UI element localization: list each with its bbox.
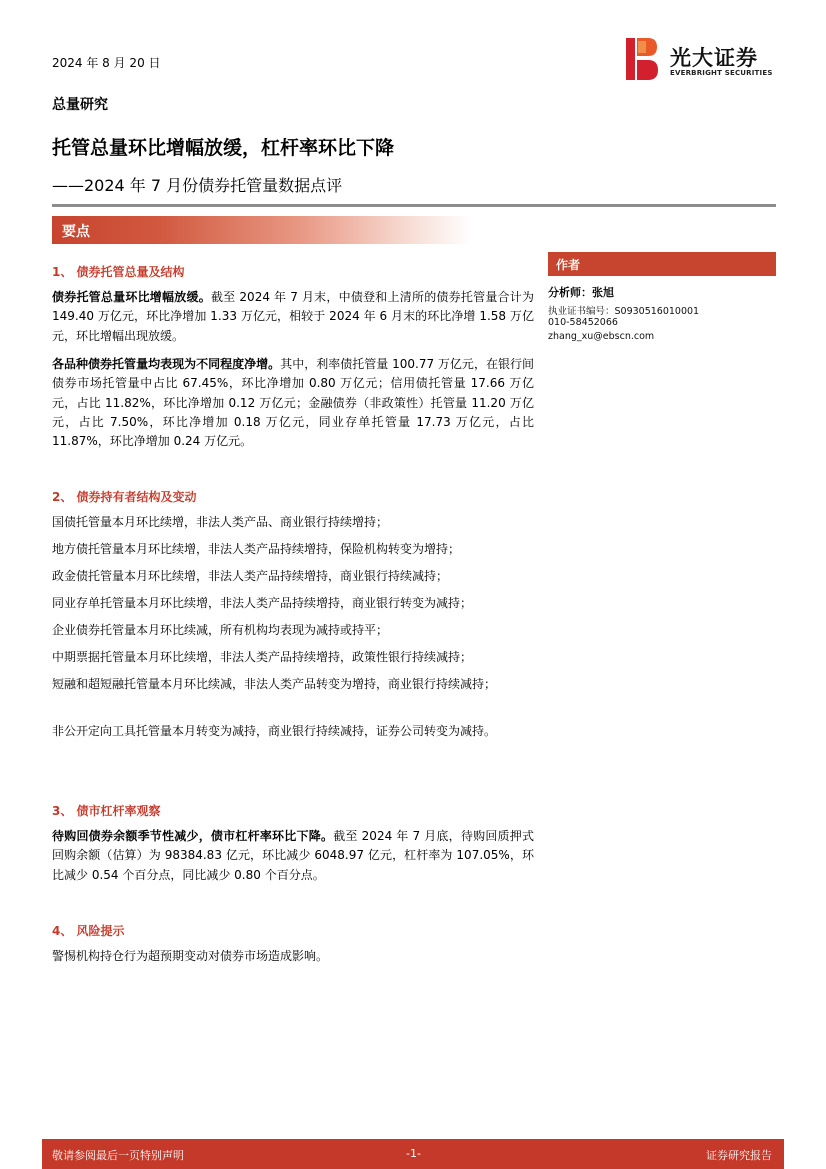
report-subtitle: ——2024 年 7 月份债券托管量数据点评 [52,176,343,195]
holder-change-item: 国债托管量本月环比续增，非法人类产品、商业银行持续增持； [52,515,389,529]
section-3-paragraph-lead: 待购回债券余额季节性减少，债市杠杆率环比下降。 [52,829,334,843]
holder-change-item: 中期票据托管量本月环比续增，非法人类产品持续增持，政策性银行持续减持； [52,650,473,664]
section-1-paragraph-1-lead: 债券托管总量环比增幅放缓。 [52,290,211,304]
section-1-paragraph-2 [52,355,534,451]
page-footer [42,1139,784,1169]
section-3-paragraph [52,827,534,885]
footer-disclaimer: 敬请参阅最后一页特别声明 [52,1149,184,1162]
logo-text-en: EVERBRIGHT SECURITIES [670,69,773,77]
logo-text-cn: 光大证券 [670,46,758,70]
report-category: 总量研究 [52,97,108,113]
holder-change-item: 非公开定向工具托管量本月转变为减持，商业银行持续减持，证券公司转变为减持。 [52,724,497,738]
analyst-license: 执业证书编号：S0930516010001 [548,306,700,317]
author-banner [548,252,776,276]
section-1-heading: 1、 债券托管总量及结构 [52,265,185,279]
keypoints-label: 要点 [62,224,90,240]
analyst-phone: 010-58452066 [548,317,618,328]
header-divider [52,204,776,207]
analyst-name: 分析师：张旭 [548,286,614,299]
section-1-paragraph-1 [52,288,534,346]
everbright-logo [626,38,776,80]
footer-report-type: 证券研究报告 [706,1149,772,1162]
keypoints-banner [52,216,472,244]
report-date: 2024 年 8 月 20 日 [52,56,161,70]
section-4-heading: 4、 风险提示 [52,924,125,938]
section-1-paragraph-1-body: 截至 2024 年 7 月末，中债登和上清所的债券托管量合计为 149.40 万亿元，环比净增加 1.33 万亿元，相较于 2024 年 6 月末的环比净增 1.58 万亿元，环比增幅出现放缓。 [52,290,534,343]
section-3-paragraph-body: 截至 2024 年 7 月底，待购回质押式回购余额（估算）为 98384.83 亿元，环比减少 6048.97 亿元，杠杆率为 107.05%，环比减少 0.54 个百分点，同比减少 0.80 个百分点。 [52,829,534,882]
everbright-logo-mark-icon [626,38,658,80]
holder-change-item: 企业债券托管量本月环比续减，所有机构均表现为减持或持平； [52,623,389,637]
section-1-paragraph-2-lead: 各品种债券托管量均表现为不同程度净增。 [52,357,281,371]
risk-warning-text: 警惕机构持仓行为超预期变动对债券市场造成影响。 [52,949,329,963]
section-2-heading: 2、 债券持有者结构及变动 [52,490,197,504]
holder-change-item: 地方债托管量本月环比续增，非法人类产品持续增持，保险机构转变为增持； [52,542,461,556]
report-title: 托管总量环比增幅放缓，杠杆率环比下降 [52,137,395,159]
author-label: 作者 [556,258,581,272]
page-number: -1- [406,1147,421,1160]
analyst-email: zhang_xu@ebscn.com [548,331,655,342]
section-3-heading: 3、 债市杠杆率观察 [52,804,161,818]
holder-change-item: 政金债托管量本月环比续增，非法人类产品持续增持，商业银行持续减持； [52,569,449,583]
section-1-paragraph-2-body: 其中，利率债托管量 100.77 万亿元，在银行间债券市场托管量中占比 67.45%，环比净增加 0.80 万亿元；信用债托管量 17.66 万亿元，占比 11.82%，环比净增加 0.12 万亿元；金融债券（非政策性）托管量 11.20 万亿元，占比 7.50%，环比净增加 0.18 万亿元，同业存单托管量 17.73 万亿元，占比 11.87%，环比净增加 0.24 万亿元。 [52,357,534,449]
holder-change-item: 短融和超短融托管量本月环比续减，非法人类产品转变为增持，商业银行持续减持； [52,677,497,691]
holder-change-item: 同业存单托管量本月环比续增，非法人类产品持续增持，商业银行转变为减持； [52,596,473,610]
